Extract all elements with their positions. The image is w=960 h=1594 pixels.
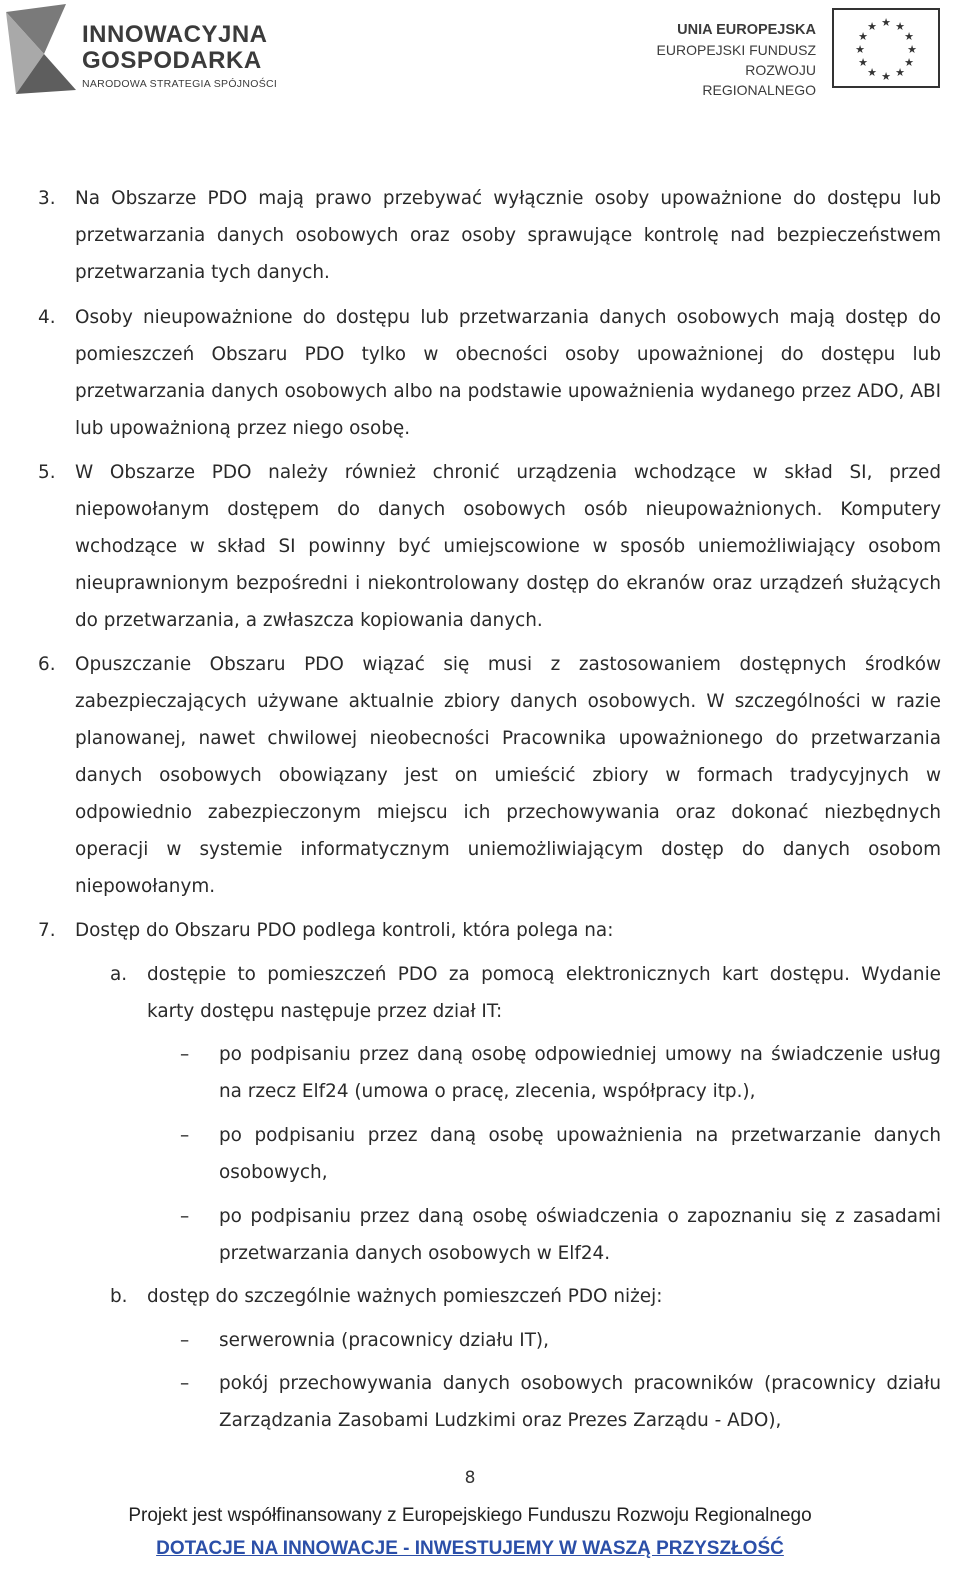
item-number: 4. <box>38 307 56 328</box>
svg-text:★: ★ <box>881 70 891 83</box>
logo-line-1: INNOWACYJNA <box>82 21 268 48</box>
eu-logo-line-1: UNIA EUROPEJSKA <box>677 22 816 38</box>
dash-bullet: – <box>180 1330 190 1351</box>
svg-text:★: ★ <box>895 20 905 33</box>
sub-item-text: dostęp do szczególnie ważnych pomieszczeń PDO niżej: <box>147 1286 663 1307</box>
page-number: 8 <box>464 1468 476 1488</box>
dash-bullet: – <box>180 1206 190 1227</box>
item-3 <box>38 180 941 291</box>
dash-text: po podpisaniu przez daną osobę odpowiedniej umowy na świadczenie usług na rzecz Elf24 (umowa o pracę, zlecenia, współpracy itp.), <box>219 1044 941 1102</box>
svg-text:★: ★ <box>858 56 868 69</box>
item-number: 7. <box>38 920 56 941</box>
arrow-logo-icon <box>4 4 78 96</box>
sub-item-a <box>110 956 941 1030</box>
item-text: Osoby nieupoważnione do dostępu lub przetwarzania danych osobowych mają dostęp do pomieszczeń Obszaru PDO tylko w obecności osoby upoważnionej do dostępu lub przetwarzania danych osobowych albo na podstawie upoważnienia wydanego przez ADO, ABI lub upoważnioną przez niego osobę. <box>75 307 941 439</box>
item-4 <box>38 299 941 447</box>
item-text: Opuszczanie Obszaru PDO wiązać się musi z zastosowaniem dostępnych środków zabezpieczających używane aktualnie zbiory danych osobowych. W szczególności w razie planowanej, nawet chwilowej nieobecności Pracownika upoważnionego do przetwarzania danych osobowych obowiązany jest on umieścić zbiory w formach tradycyjnych w odpowiednio zabezpieczonym miejscu ich przechowywania oraz dokonać niezbędnych operacji w systemie informatycznym uniemożliwiającym dostęp do danych osobom niepowołanym. <box>75 654 941 897</box>
footer-funding-note: Projekt jest współfinansowany z Europejskiego Funduszu Rozwoju Regionalnego <box>128 1505 812 1526</box>
eu-logo-line-2: EUROPEJSKI FUNDUSZ <box>656 42 816 58</box>
dash-text: pokój przechowywania danych osobowych pracowników (pracownicy działu Zarządzania Zasobami Ludzkimi oraz Prezes Zarządu - ADO), <box>219 1373 941 1431</box>
dash-item <box>180 1322 941 1359</box>
item-5 <box>38 454 941 639</box>
svg-text:★: ★ <box>895 66 905 79</box>
item-text: Dostęp do Obszaru PDO podlega kontroli, która polega na: <box>75 920 614 941</box>
svg-text:★: ★ <box>867 20 877 33</box>
svg-text:★: ★ <box>858 30 868 43</box>
svg-text:★: ★ <box>904 56 914 69</box>
footer-slogan-link[interactable]: DOTACJE NA INNOWACJE - INWESTUJEMY W WASZĄ PRZYSZŁOŚĆ <box>156 1538 784 1559</box>
svg-text:★: ★ <box>855 43 865 56</box>
svg-text:★: ★ <box>907 43 917 56</box>
item-text: Na Obszarze PDO mają prawo przebywać wyłącznie osoby upoważnione do dostępu lub przetwarzania danych osobowych oraz osoby sprawujące kontrolę nad bezpieczeństwem przetwarzania tych danych. <box>75 188 941 283</box>
dash-text: po podpisaniu przez daną osobę upoważnienia na przetwarzanie danych osobowych, <box>219 1125 941 1183</box>
innowacyjna-gospodarka-logo <box>4 2 304 98</box>
eu-logo-line-3: ROZWOJU REGIONALNEGO <box>702 62 816 98</box>
dash-text: po podpisaniu przez daną osobę oświadczenia o zapoznaniu się z zasadami przetwarzania danych osobowych w Elf24. <box>219 1206 941 1264</box>
sub-item-b <box>110 1278 941 1315</box>
sub-item-letter: a. <box>110 964 128 985</box>
item-number: 5. <box>38 462 56 483</box>
svg-text:★: ★ <box>881 16 891 29</box>
dash-bullet: – <box>180 1044 190 1065</box>
logo-line-2: GOSPODARKA <box>82 47 262 74</box>
dash-item <box>180 1198 941 1272</box>
item-6 <box>38 646 941 905</box>
item-7 <box>38 912 941 949</box>
dash-item <box>180 1365 941 1439</box>
logo-line-3: NARODOWA STRATEGIA SPÓJNOŚCI <box>82 78 278 90</box>
item-number: 6. <box>38 654 56 675</box>
item-text: W Obszarze PDO należy również chronić urządzenia wchodzące w skład SI, przed niepowołanym dostępem do danych osobowych osób nieupoważnionych. Komputery wchodzące w skład SI powinny być umiejscowione w sposób uniemożliwiający osobom nieuprawnionym bezpośredni i niekontrolowany dostęp do ekranów oraz urządzeń służących do przetwarzania, a zwłaszcza kopiowania danych. <box>75 462 941 631</box>
svg-text:★: ★ <box>904 30 914 43</box>
dash-bullet: – <box>180 1373 190 1394</box>
dash-text: serwerownia (pracownicy działu IT), <box>219 1330 549 1351</box>
eu-flag-icon <box>832 8 940 88</box>
dash-bullet: – <box>180 1125 190 1146</box>
sub-item-letter: b. <box>110 1286 128 1307</box>
sub-item-text: dostępie to pomieszczeń PDO za pomocą elektronicznych kart dostępu. Wydanie karty dostępu następuje przez dział IT: <box>147 964 941 1022</box>
svg-text:★: ★ <box>867 66 877 79</box>
dash-item <box>180 1117 941 1191</box>
dash-item <box>180 1036 941 1110</box>
item-number: 3. <box>38 188 56 209</box>
eu-fund-logo <box>650 8 940 98</box>
